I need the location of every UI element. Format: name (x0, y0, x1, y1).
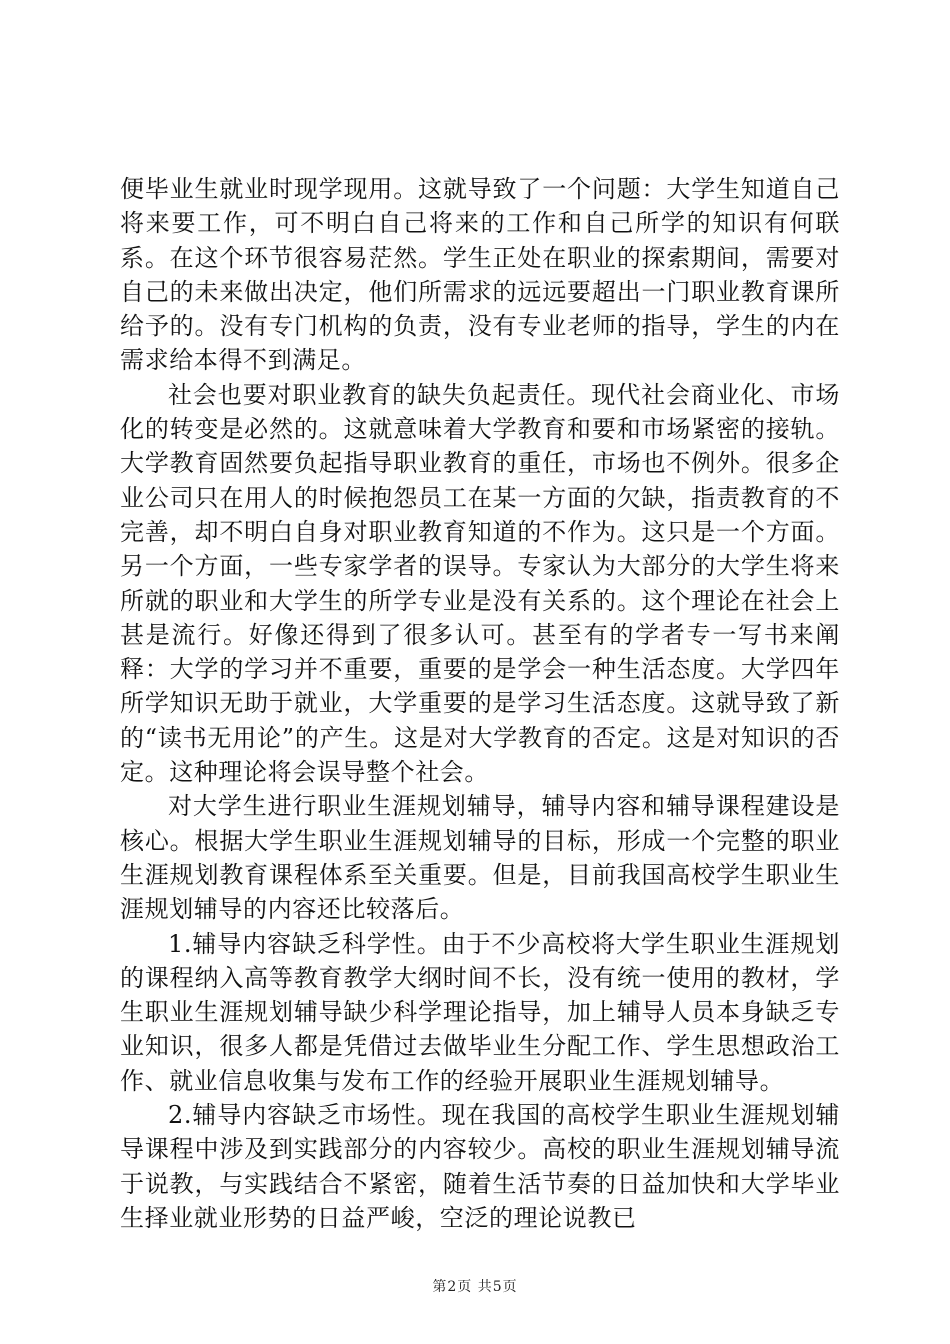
paragraph-5: 2.辅导内容缺乏市场性。现在我国的高校学生职业生涯规划辅导课程中涉及到实践部分的内容较少。高校的职业生涯规划辅导流于说教，与实践结合不紧密，随着生活节奏的日益加快和大学毕业生择业就业形势的日益严峻，空泛的理论说教已 (120, 1101, 840, 1232)
page-footer: 第2页 共5页 (432, 1279, 518, 1295)
document-body (120, 172, 840, 1235)
paragraph-2: 社会也要对职业教育的缺失负起责任。现代社会商业化、市场化的转变是必然的。这就意味着大学教育和要和市场紧密的接轨。大学教育固然要负起指导职业教育的重任，市场也不例外。很多企业公司只在用人的时候抱怨员工在某一方面的欠缺，指责教育的不完善，却不明白自身对职业教育知道的不作为。这只是一个方面。另一个方面，一些专家学者的误导。专家认为大部分的大学生将来所就的职业和大学生的所学专业是没有关系的。这个理论在社会上甚是流行。好像还得到了很多认可。甚至有的学者专一写书来阐释：大学的学习并不重要，重要的是学会一种生活态度。大学四年所学知识无助于就业，大学重要的是学习生活态度。这就导致了新的“读书无用论”的产生。这是对大学教育的否定。这是对知识的否定。这种理论将会误导整个社会。 (120, 380, 840, 787)
paragraph-4: 1.辅导内容缺乏科学性。由于不少高校将大学生职业生涯规划的课程纳入高等教育教学大纲时间不长，没有统一使用的教材，学生职业生涯规划辅导缺少科学理论指导，加上辅导人员本身缺乏专业知识，很多人都是凭借过去做毕业生分配工作、学生思想政治工作、就业信息收集与发布工作的经验开展职业生涯规划辅导。 (120, 929, 840, 1095)
paragraph-3: 对大学生进行职业生涯规划辅导，辅导内容和辅导课程建设是核心。根据大学生职业生涯规划辅导的目标，形成一个完整的职业生涯规划教育课程体系至关重要。但是，目前我国高校学生职业生涯规划辅导的内容还比较落后。 (120, 792, 840, 924)
paragraph-1: 便毕业生就业时现学现用。这就导致了一个问题：大学生知道自己将来要工作，可不明白自己将来的工作和自己所学的知识有何联系。在这个环节很容易茫然。学生正处在职业的探索期间，需要对自己的未来做出决定，他们所需求的远远要超出一门职业教育课所给予的。没有专门机构的负责，没有专业老师的指导，学生的内在需求给本得不到满足。 (120, 175, 840, 375)
